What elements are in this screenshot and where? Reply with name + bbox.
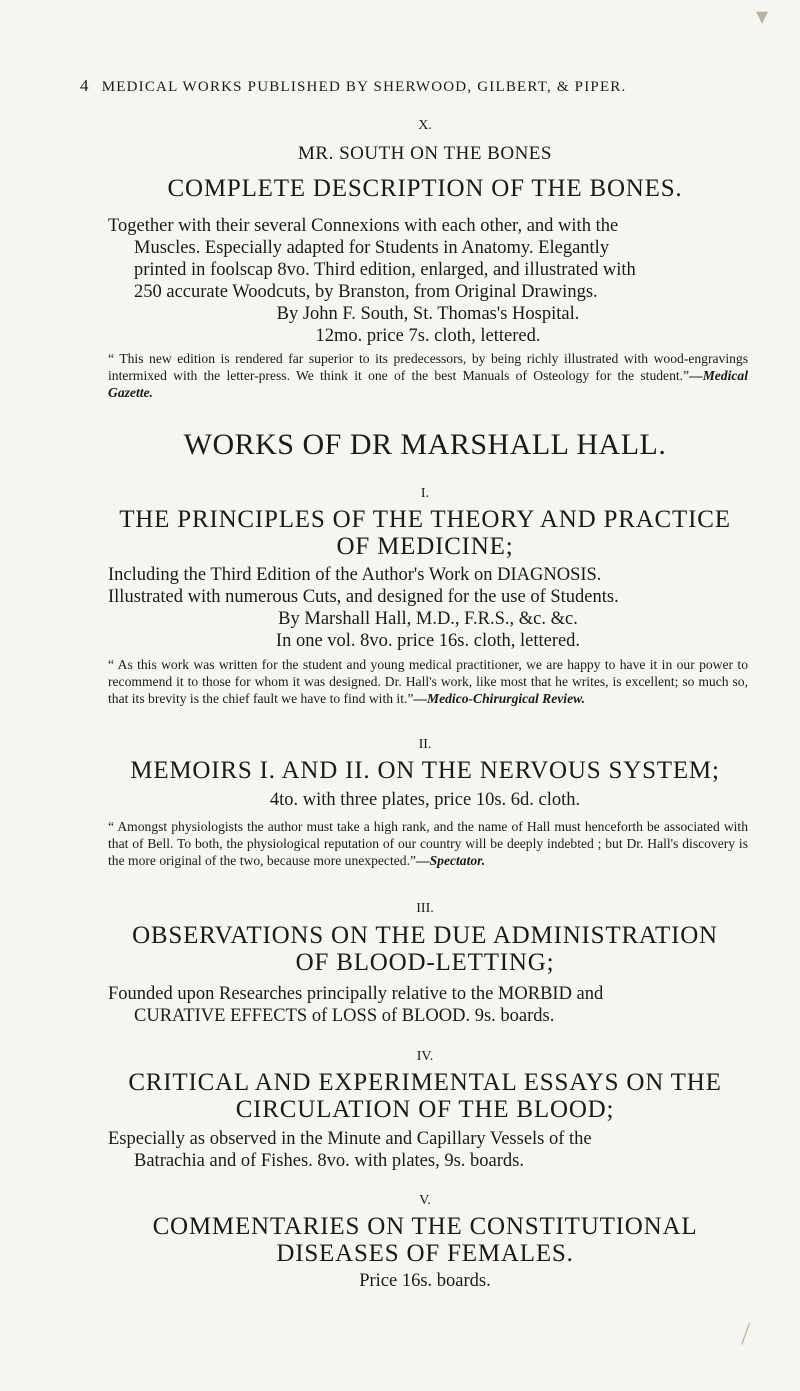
author-line: MR. SOUTH ON THE BONES	[298, 143, 552, 164]
title-line: THE PRINCIPLES OF THE THEORY AND PRACTICE	[119, 506, 731, 533]
review-text: “ As this work was written for the student and young medical practitioner, we are happy to have it in our power to recommend it to those for whom it was designed. Dr. Hall's work, like most that he writes, is excellent; so much so, that its brevity is the chief fault we have to find with it.”	[108, 657, 748, 706]
review-source: —Medical Gazette.	[108, 368, 748, 400]
entry-number: V.	[419, 1193, 431, 1208]
book-description	[108, 1128, 748, 1172]
description-line: Including the Third Edition of the Author's Work on DIAGNOSIS.	[108, 565, 602, 585]
description-line: By John F. South, St. Thomas's Hospital.	[276, 304, 580, 324]
review-text: “ This new edition is rendered far superior to its predecessors, by being richly illustrated with wood-engravings intermixed with the letter-press. We think it one of the best Manuals of Osteology for the student.”	[108, 351, 748, 383]
description-line: printed in foolscap 8vo. Third edition, enlarged, and illustrated with	[134, 260, 636, 280]
book-description	[120, 789, 730, 811]
corner-mark: ▾	[756, 4, 769, 30]
review-source: —Spectator.	[416, 853, 486, 868]
title-line: CRITICAL AND EXPERIMENTAL ESSAYS ON THE	[128, 1069, 722, 1096]
book-title	[100, 757, 750, 784]
entry-number: X.	[418, 118, 432, 133]
title-line: OBSERVATIONS ON THE DUE ADMINISTRATION	[132, 922, 718, 949]
description-line: Together with their several Connexions with each other, and with the	[108, 216, 619, 236]
running-header	[80, 76, 780, 96]
title-line: OF MEDICINE;	[336, 533, 514, 560]
title-line: DISEASES OF FEMALES.	[276, 1240, 574, 1267]
description-line: Illustrated with numerous Cuts, and designed for the use of Students.	[108, 587, 619, 607]
description-line: Batrachia and of Fishes. 8vo. with plates, 9s. boards.	[134, 1151, 524, 1171]
description-line: By Marshall Hall, M.D., F.R.S., &c. &c.	[278, 609, 578, 629]
book-title: COMPLETE DESCRIPTION OF THE BONES.	[167, 175, 683, 202]
review-quote	[108, 656, 748, 707]
corner-mark: ⟋	[733, 1319, 759, 1351]
title-line: OF BLOOD-LETTING;	[295, 949, 555, 976]
description-line: CURATIVE EFFECTS of LOSS of BLOOD. 9s. boards.	[134, 1006, 555, 1026]
review-quote	[108, 350, 748, 401]
title-line: MEMOIRS I. AND II. ON THE NERVOUS SYSTEM;	[130, 757, 720, 784]
book-description	[120, 1270, 730, 1292]
entry-number: I.	[420, 486, 430, 501]
description-line: In one vol. 8vo. price 16s. cloth, lettered.	[275, 631, 581, 651]
description-line: 12mo. price 7s. cloth, lettered.	[315, 326, 541, 346]
section-heading: WORKS OF DR MARSHALL HALL.	[183, 428, 667, 461]
book-title	[100, 506, 750, 560]
title-line: CIRCULATION OF THE BLOOD;	[235, 1096, 615, 1123]
page-number: 4	[80, 76, 90, 95]
description-line: Especially as observed in the Minute and Capillary Vessels of the	[108, 1129, 592, 1149]
title-line: COMMENTARIES ON THE CONSTITUTIONAL	[152, 1213, 698, 1240]
entry-number: III.	[416, 901, 434, 916]
description-line: 250 accurate Woodcuts, by Branston, from Original Drawings.	[134, 282, 598, 302]
review-quote	[108, 818, 748, 869]
description-line: Price 16s. boards.	[359, 1271, 491, 1291]
review-text: “ Amongst physiologists the author must take a high rank, and the name of Hall must henceforth be associated with that of Bell. To both, the physiological reputation of our country will be deeply indebted ; but Dr. Hall's discovery is the more original of the two, because more unexpected.”	[108, 819, 748, 868]
book-description	[108, 564, 748, 652]
description-line: Founded upon Researches principally relative to the MORBID and	[108, 984, 604, 1004]
header-title: MEDICAL WORKS PUBLISHED BY SHERWOOD, GILBERT, & PIPER.	[101, 79, 627, 95]
entry-number: IV.	[416, 1049, 434, 1064]
review-source: —Medico-Chirurgical Review.	[413, 691, 586, 706]
book-title	[100, 1069, 750, 1123]
book-title	[100, 1213, 750, 1267]
description-line: Muscles. Especially adapted for Students in Anatomy. Elegantly	[134, 238, 610, 258]
book-description	[108, 215, 748, 347]
entry-number: II.	[418, 737, 432, 752]
book-description	[108, 983, 748, 1027]
book-title	[100, 922, 750, 976]
description-line: 4to. with three plates, price 10s. 6d. cloth.	[269, 790, 581, 810]
